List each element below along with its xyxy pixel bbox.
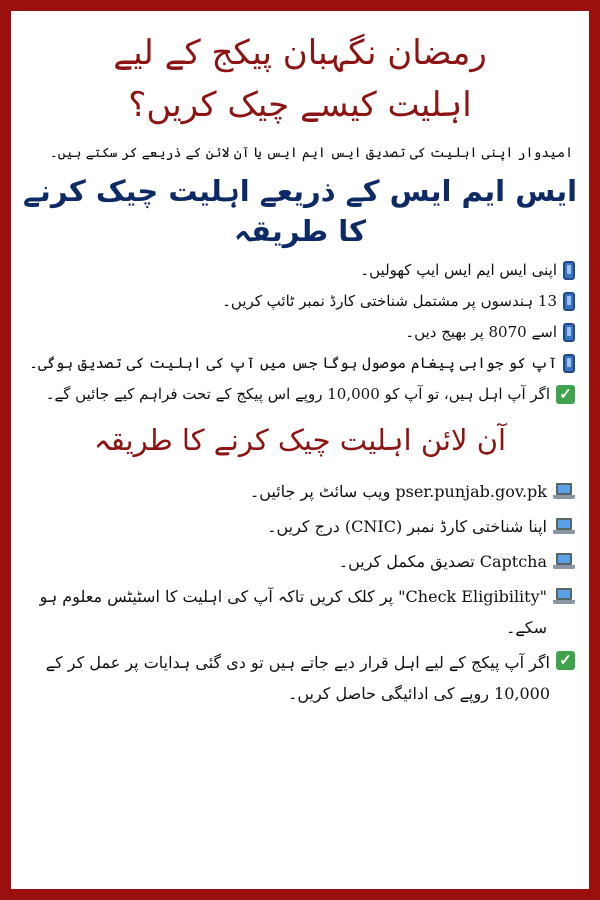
- online-step-text: اپنا شناختی کارڈ نمبر (CNIC) درج کریں۔: [267, 517, 547, 536]
- list-item: [21, 257, 575, 284]
- laptop-icon: [553, 518, 575, 536]
- online-result-text: اگر آپ پیکج کے لیے اہل قرار دیے جاتے ہیں تو دی گئی ہدایات پر عمل کر کے 10,000 روپے کی ادائیگی حاصل کریں۔: [45, 653, 550, 703]
- list-item: [21, 511, 575, 542]
- page-title: [11, 11, 589, 131]
- laptop-icon: [553, 588, 575, 606]
- mobile-phone-icon: [563, 323, 575, 342]
- list-item: [21, 319, 575, 346]
- poster-content: [11, 11, 589, 889]
- list-item: [21, 546, 575, 577]
- sms-step-text: اسے 8070 پر بھیج دیں۔: [405, 323, 557, 341]
- sms-steps-list: [11, 257, 589, 408]
- online-steps-list: [11, 476, 589, 709]
- sms-step-text: اپنی ایس ایم ایس ایپ کھولیں۔: [360, 261, 557, 279]
- list-item: [21, 647, 575, 709]
- laptop-icon: [553, 483, 575, 501]
- mobile-phone-icon: [563, 292, 575, 311]
- title-line-2: اہلیت کیسے چیک کریں؟: [128, 85, 472, 125]
- list-item: [21, 350, 575, 377]
- online-step-text: pser.punjab.gov.pk ویب سائٹ پر جائیں۔: [249, 482, 547, 501]
- check-mark-icon: ✓: [556, 651, 575, 670]
- mobile-phone-icon: [563, 354, 575, 373]
- sms-step-text: آپ کو جوابی پیغام موصول ہوگا جس میں آپ کی اہلیت کی تصدیق ہوگی۔: [29, 354, 557, 372]
- check-mark-icon: ✓: [556, 385, 575, 404]
- list-item: [21, 476, 575, 507]
- online-step-text: Captcha تصدیق مکمل کریں۔: [338, 552, 547, 571]
- list-item: [21, 581, 575, 643]
- sms-method-heading: ایس ایم ایس کے ذریعے اہلیت چیک کرنے کا طریقہ: [22, 174, 578, 248]
- mobile-phone-icon: [563, 261, 575, 280]
- online-step-text: "Check Eligibility" پر کلک کریں تاکہ آپ کی اہلیت کا اسٹیٹس معلوم ہو سکے۔: [39, 587, 547, 637]
- sms-result-text: اگر آپ اہل ہیں، تو آپ کو 10,000 روپے اس پیکج کے تحت فراہم کیے جائیں گے۔: [45, 385, 550, 403]
- list-item: [21, 288, 575, 315]
- list-item: [21, 381, 575, 408]
- laptop-icon: [553, 553, 575, 571]
- title-line-1: رمضان نگہبان پیکج کے لیے: [113, 33, 487, 73]
- online-method-heading: آن لائن اہلیت چیک کرنے کا طریقہ: [93, 423, 507, 457]
- sms-step-text: 13 ہندسوں پر مشتمل شناختی کارڈ نمبر ٹائپ کریں۔: [222, 292, 557, 310]
- intro-text: امیدوار اپنی اہلیت کی تصدیق ایس ایم ایس یا آن لائن کے ذریعے کر سکتے ہیں۔: [49, 145, 573, 161]
